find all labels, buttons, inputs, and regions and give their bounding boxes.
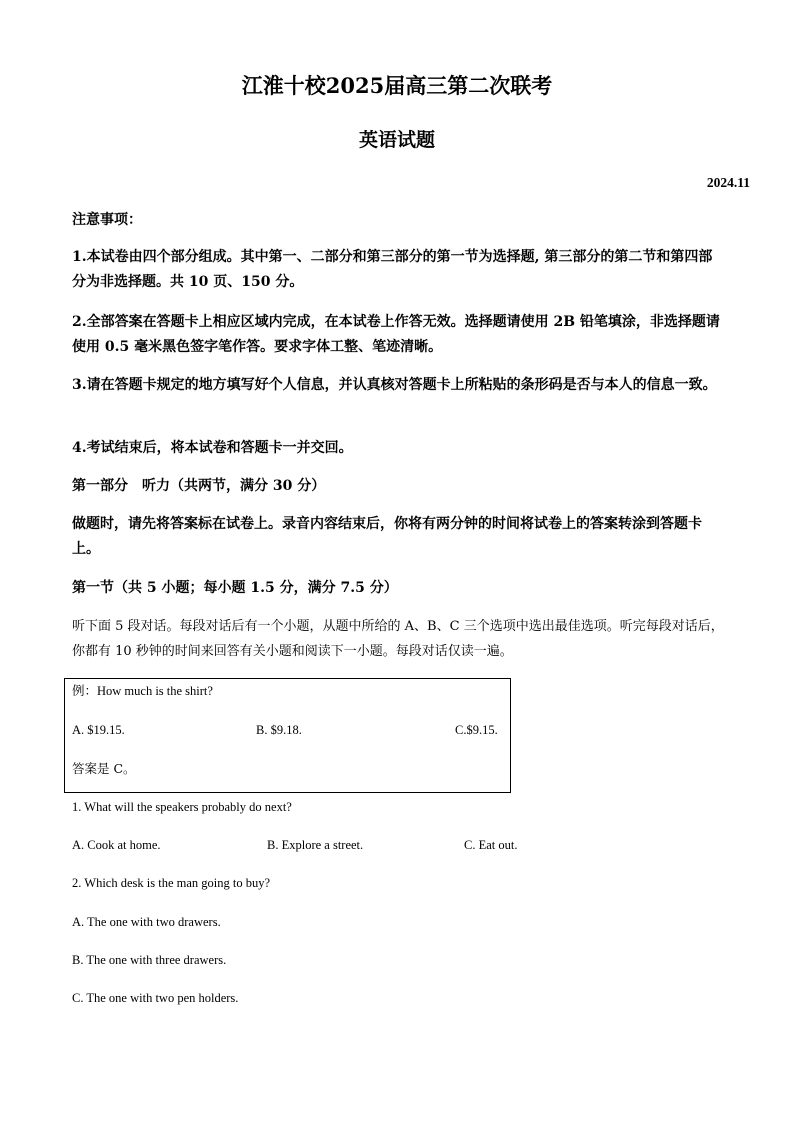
note-item-2: 2.全部答案在答题卡上相应区域内完成，在本试卷上作答无效。选择题请使用 2B 铅笔填涂，非选择题请使用 0.5 毫米黑色签字笔作答。要求字体工整、笔迹清晰。 [72,314,720,355]
part1-instruction: 做题时，请先将答案标在试卷上。录音内容结束后，你将有两分钟的时间将试卷上的答案转涂到答题卡上。 [72,516,702,557]
question-1-stem: 1. What will the speakers probably do next? [72,800,292,814]
exam-title: 江淮十校2025届高三第二次联考 [241,73,553,98]
question-1-option-c: C. Eat out. [464,838,518,852]
note-item-1: 1.本试卷由四个部分组成。其中第一、二部分和第三部分的第一节为选择题, 第三部分的第二节和第四部分为非选择题。共 10 页、150 分。 [72,249,713,290]
example-option-c: C.$9.15. [455,723,498,737]
section1-heading: 第一节（共 5 小题；每小题 1.5 分，满分 7.5 分） [72,580,398,596]
question-2-option-c: C. The one with two pen holders. [72,991,239,1005]
example-option-b: B. $9.18. [256,723,302,737]
example-answer: 答案是 C。 [72,761,136,776]
example-question: 例：How much is the shirt? [72,684,213,698]
question-1-option-a: A. Cook at home. [72,838,161,852]
part1-heading: 第一部分 听力（共两节，满分 30 分） [72,478,326,494]
exam-date: 2024.11 [706,175,750,190]
example-option-a: A. $19.15. [72,723,125,737]
question-2-option-a: A. The one with two drawers. [72,915,221,929]
notes-heading: 注意事项： [72,212,142,228]
question-2-option-b: B. The one with three drawers. [72,953,227,967]
question-1-option-b: B. Explore a street. [267,838,364,852]
note-item-4: 4.考试结束后，将本试卷和答题卡一并交回。 [72,440,353,456]
question-2-stem: 2. Which desk is the man going to buy? [72,876,271,890]
note-item-3: 3.请在答题卡规定的地方填写好个人信息，并认真核对答题卡上所粘贴的条形码是否与本人的信息一致。 [72,377,717,393]
section1-instruction: 听下面 5 段对话。每段对话后有一个小题，从题中所给的 A、B、C 三个选项中选出最佳选项。听完每段对话后，你都有 10 秒钟的时间来回答有关小题和阅读下一小题。每段对话仅读一遍。 [72,619,724,659]
exam-subtitle: 英语试题 [358,129,435,151]
